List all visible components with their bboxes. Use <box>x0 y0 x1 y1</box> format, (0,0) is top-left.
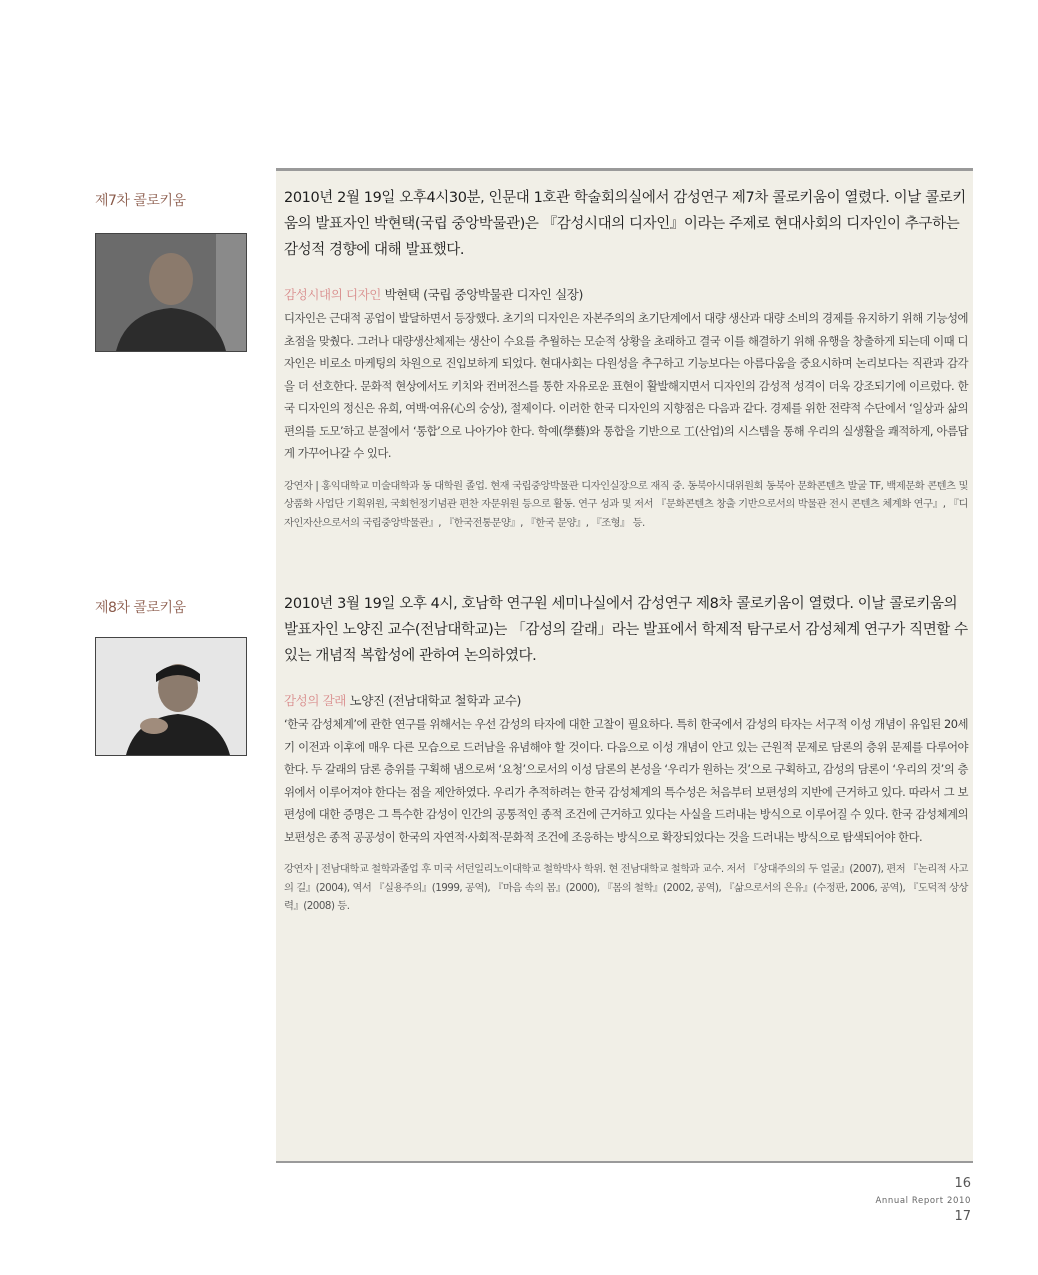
colloquium8-lead: 2010년 3월 19일 오후 4시, 호남학 연구원 세미나실에서 감성연구 제8차 콜로키움이 열렸다. 이날 콜로키움의 발표자인 노양진 교수(전남대학교)는 「감성의 갈래」라는 발표에서 학제적 탐구로서 감성체계 연구가 직면할 수 있는 개념적 복합성에 관하여 논의하였다. <box>284 596 968 664</box>
colloquium7-speaker: 박현택 (국립 중앙박물관 디자인 실장) <box>384 287 583 302</box>
colloquium7-talk-heading <box>284 285 968 305</box>
colloquium7-bio: 강연자 | 홍익대학교 미술대학과 동 대학원 졸업. 현재 국립중앙박물관 디자인실장으로 재직 중. 동북아시대위원회 동북아 문화콘텐츠 발굴 TF, 백제문화 콘텐츠 및 상품화 사업단 기획위원, 국회헌정기념관 편찬 자문위원 등으로 활동. 연구 성과 및 저서 『문화콘텐츠 창출 기반으로서의 박물관 전시 콘텐츠 체계화 연구』, 『디자인자산으로서의 국립중앙박물관』, 『한국전통문양』, 『한국 문양』, 『조형』 등. <box>284 479 968 529</box>
colloquium8-body: ‘한국 감성체계’에 관한 연구를 위해서는 우선 감성의 타자에 대한 고찰이 필요하다. 특히 한국에서 감성의 타자는 서구적 이성 개념이 유입된 20세기 이전과 이후에 매우 다른 모습으로 드러남을 유념해야 할 것이다. 다음으로 이성 개념이 안고 있는 근원적 문제로 담론의 층위 문제를 다루어야 한다. 두 갈래의 담론 층위를 구획해 냄으로써 ‘요청’으로서의 이성 담론의 본성을 ‘우리가 원하는 것’으로 구획하고, 감성의 담론이 ‘우리의 것’의 층위에서 이루어져야 한다는 점을 제안하였다. 우리가 추적하려는 한국 감성체계의 특수성은 처음부터 보편성의 지반에 근거하고 있다. 따라서 그 보편성에 대한 증명은 그 특수한 감성이 인간의 공통적인 종적 조건에 근거하고 있다는 사실을 드러내는 방식으로 이루어질 수 있다. 한국 감성체계의 보편성은 종적 공공성이 한국의 자연적·사회적·문화적 조건에 조응하는 방식으로 확장되었다는 것을 드러내는 방식으로 탐색되어야 한다. <box>284 717 968 844</box>
bottom-divider <box>276 1161 973 1163</box>
page-number-right: 17 <box>954 1209 971 1224</box>
page-number-left: 16 <box>954 1176 971 1191</box>
colloquium8-talk-title: 감성의 갈래 <box>284 693 346 708</box>
speaker-photo-park <box>95 233 247 352</box>
colloquium8-talk-heading <box>284 691 968 711</box>
colloquium7-label: 제7차 콜로키움 <box>95 193 186 209</box>
speaker-photo-noh-image <box>96 638 246 755</box>
colloquium8-speaker: 노양진 (전남대학교 철학과 교수) <box>349 693 521 708</box>
colloquium8-label: 제8차 콜로키움 <box>95 600 186 616</box>
colloquium7-talk-title: 감성시대의 디자인 <box>284 287 381 302</box>
colloquium8-bio: 강연자 | 전남대학교 철학과졸업 후 미국 서던일리노이대학교 철학박사 학위. 현 전남대학교 철학과 교수. 저서 『상대주의의 두 얼굴』(2007), 편저 『논리적 사고의 길』(2004), 역서 『실용주의』(1999, 공역), 『마음 속의 몸』(2000), 『몸의 철학』(2002, 공역), 『삶으로서의 은유』(수정판, 2006, 공역), 『도덕적 상상력』(2008) 등. <box>284 863 968 912</box>
top-divider <box>276 168 973 171</box>
speaker-photo-noh <box>95 637 247 756</box>
colloquium7-body: 디자인은 근대적 공업이 발달하면서 등장했다. 초기의 디자인은 자본주의의 초기단계에서 대량 생산과 대량 소비의 경제를 유지하기 위해 기능성에 초점을 맞췄다. 그러나 대량생산체제는 생산이 수요를 추월하는 모순적 상황을 초래하고 결국 이를 해결하기 위해 유행을 창출하게 되는데 이때 디자인은 비로소 마케팅의 차원으로 진입보하게 되었다. 현대사회는 다원성을 추구하고 기능보다는 아름다움을 중요시하며 논리보다는 직관과 감각을 더 선호한다. 문화적 현상에서도 키치와 컨버전스를 통한 자유로운 표현이 활발해지면서 디자인의 감성적 성격이 더욱 강조되기에 이르렀다. 한국 디자인의 정신은 유희, 여백·여유(心의 숭상), 절제이다. 이러한 한국 디자인의 지향점은 다음과 같다. 경제를 위한 전략적 수단에서 ‘일상과 삶의 편의를 도모’하고 분절에서 ‘통합’으로 나아가야 한다. 학예(學藝)와 통합을 기반으로 工(산업)의 시스템을 통해 우리의 실생활을 쾌적하게, 아름답게 가꾸어나갈 수 있다. <box>284 311 968 460</box>
colloquium8-section <box>284 591 968 916</box>
colloquium7-lead: 2010년 2월 19일 오후4시30분, 인문대 1호관 학술회의실에서 감성연구 제7차 콜로키움이 열렸다. 이날 콜로키움의 발표자인 박현택(국립 중앙박물관)은 『감성시대의 디자인』이라는 주제로 현대사회의 디자인이 추구하는 감성적 경향에 대해 발표했다. <box>284 190 966 258</box>
annual-report-label: Annual Report 2010 <box>875 1196 971 1206</box>
speaker-photo-park-image <box>96 234 246 351</box>
colloquium7-section <box>284 185 968 532</box>
